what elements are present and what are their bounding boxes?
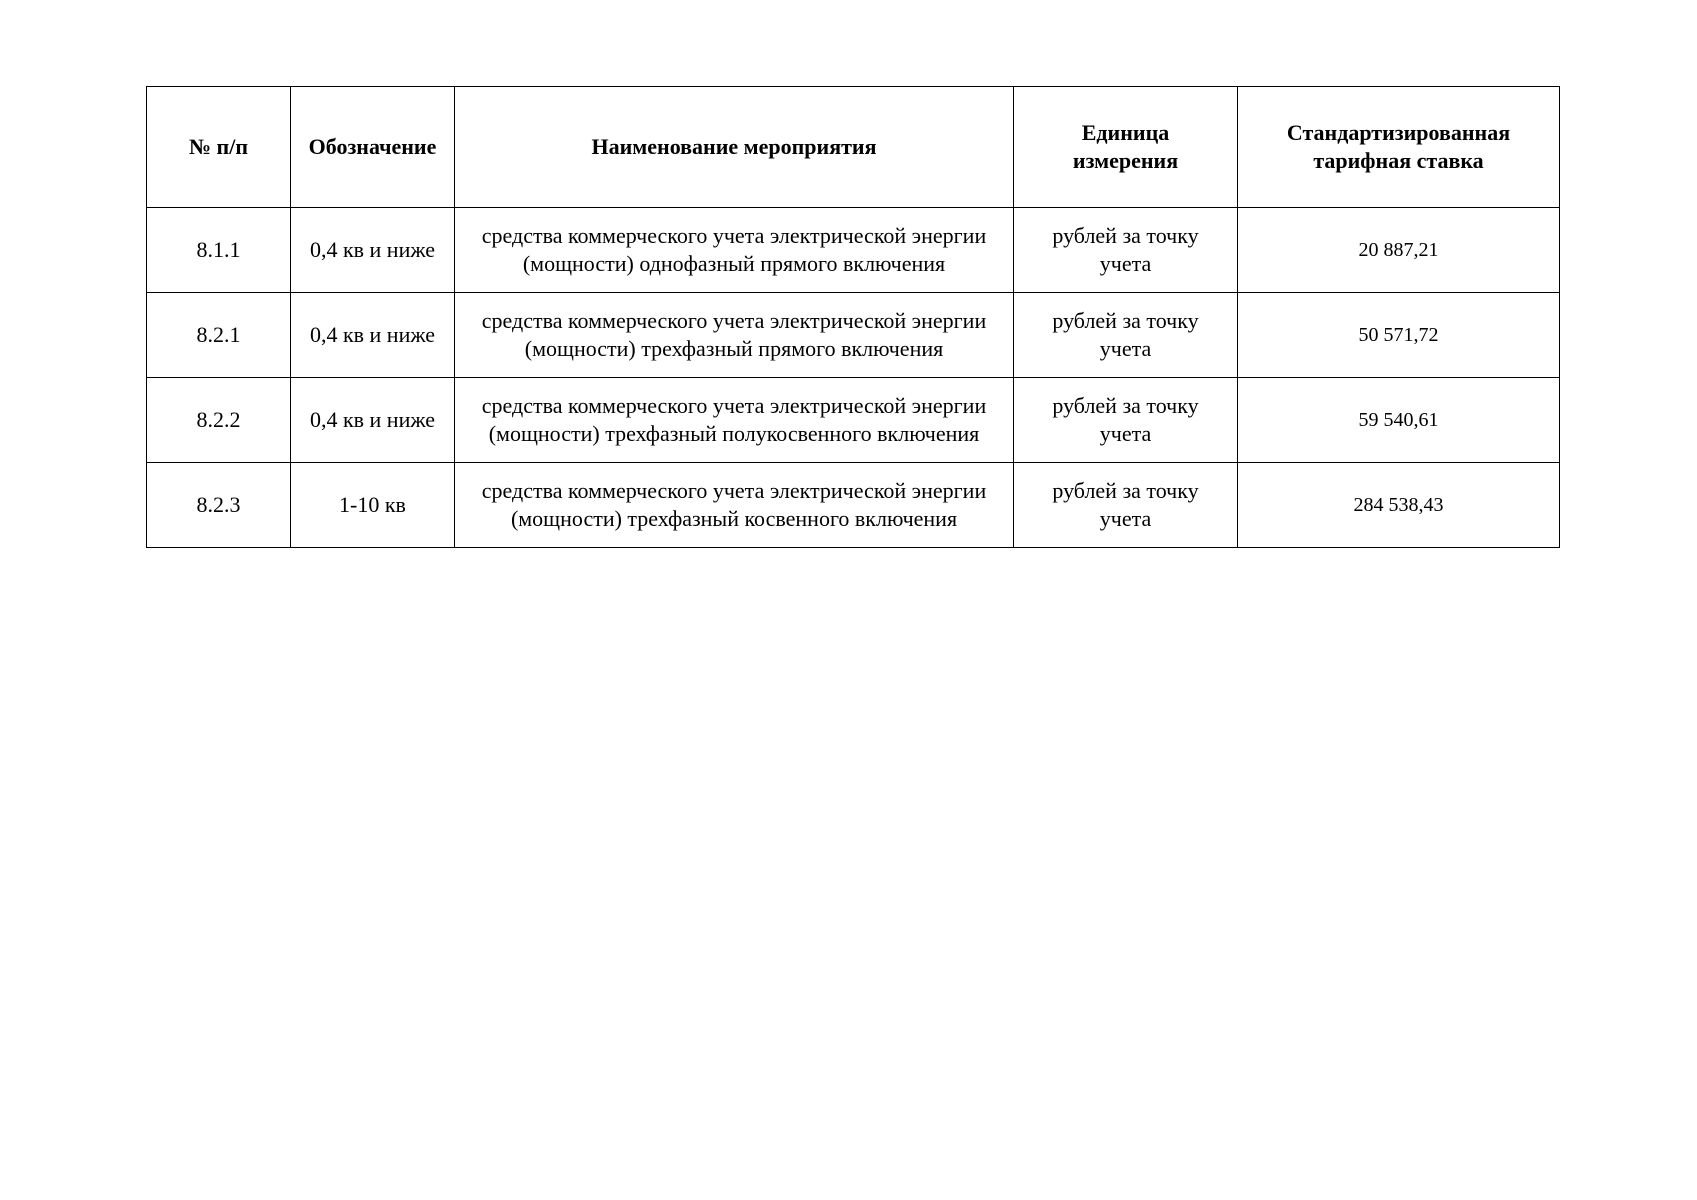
- cell-unit: рублей за точку учета: [1014, 378, 1238, 463]
- header-name: Наименование мероприятия: [455, 87, 1014, 208]
- cell-num: 8.1.1: [147, 208, 291, 293]
- cell-name: средства коммерческого учета электрической энергии (мощности) трехфазный прямого включения: [455, 293, 1014, 378]
- cell-rate: 284 538,43: [1238, 463, 1560, 548]
- table-row: [147, 293, 1560, 378]
- header-rate: Стандартизированная тарифная ставка: [1238, 87, 1560, 208]
- cell-unit: рублей за точку учета: [1014, 293, 1238, 378]
- cell-num: 8.2.2: [147, 378, 291, 463]
- cell-rate: 59 540,61: [1238, 378, 1560, 463]
- table-row: [147, 378, 1560, 463]
- cell-rate: 50 571,72: [1238, 293, 1560, 378]
- cell-designation: 1-10 кв: [291, 463, 455, 548]
- cell-name: средства коммерческого учета электрической энергии (мощности) трехфазный полукосвенного включения: [455, 378, 1014, 463]
- cell-unit: рублей за точку учета: [1014, 208, 1238, 293]
- cell-num: 8.2.3: [147, 463, 291, 548]
- cell-designation: 0,4 кв и ниже: [291, 293, 455, 378]
- header-row: [147, 87, 1560, 208]
- table-row: [147, 208, 1560, 293]
- cell-rate: 20 887,21: [1238, 208, 1560, 293]
- cell-name: средства коммерческого учета электрической энергии (мощности) трехфазный косвенного включения: [455, 463, 1014, 548]
- tariff-table: [146, 86, 1560, 548]
- cell-designation: 0,4 кв и ниже: [291, 208, 455, 293]
- header-designation: Обозначение: [291, 87, 455, 208]
- cell-designation: 0,4 кв и ниже: [291, 378, 455, 463]
- cell-num: 8.2.1: [147, 293, 291, 378]
- table-row: [147, 463, 1560, 548]
- header-unit: Единица измерения: [1014, 87, 1238, 208]
- cell-unit: рублей за точку учета: [1014, 463, 1238, 548]
- header-num: № п/п: [147, 87, 291, 208]
- cell-name: средства коммерческого учета электрической энергии (мощности) однофазный прямого включения: [455, 208, 1014, 293]
